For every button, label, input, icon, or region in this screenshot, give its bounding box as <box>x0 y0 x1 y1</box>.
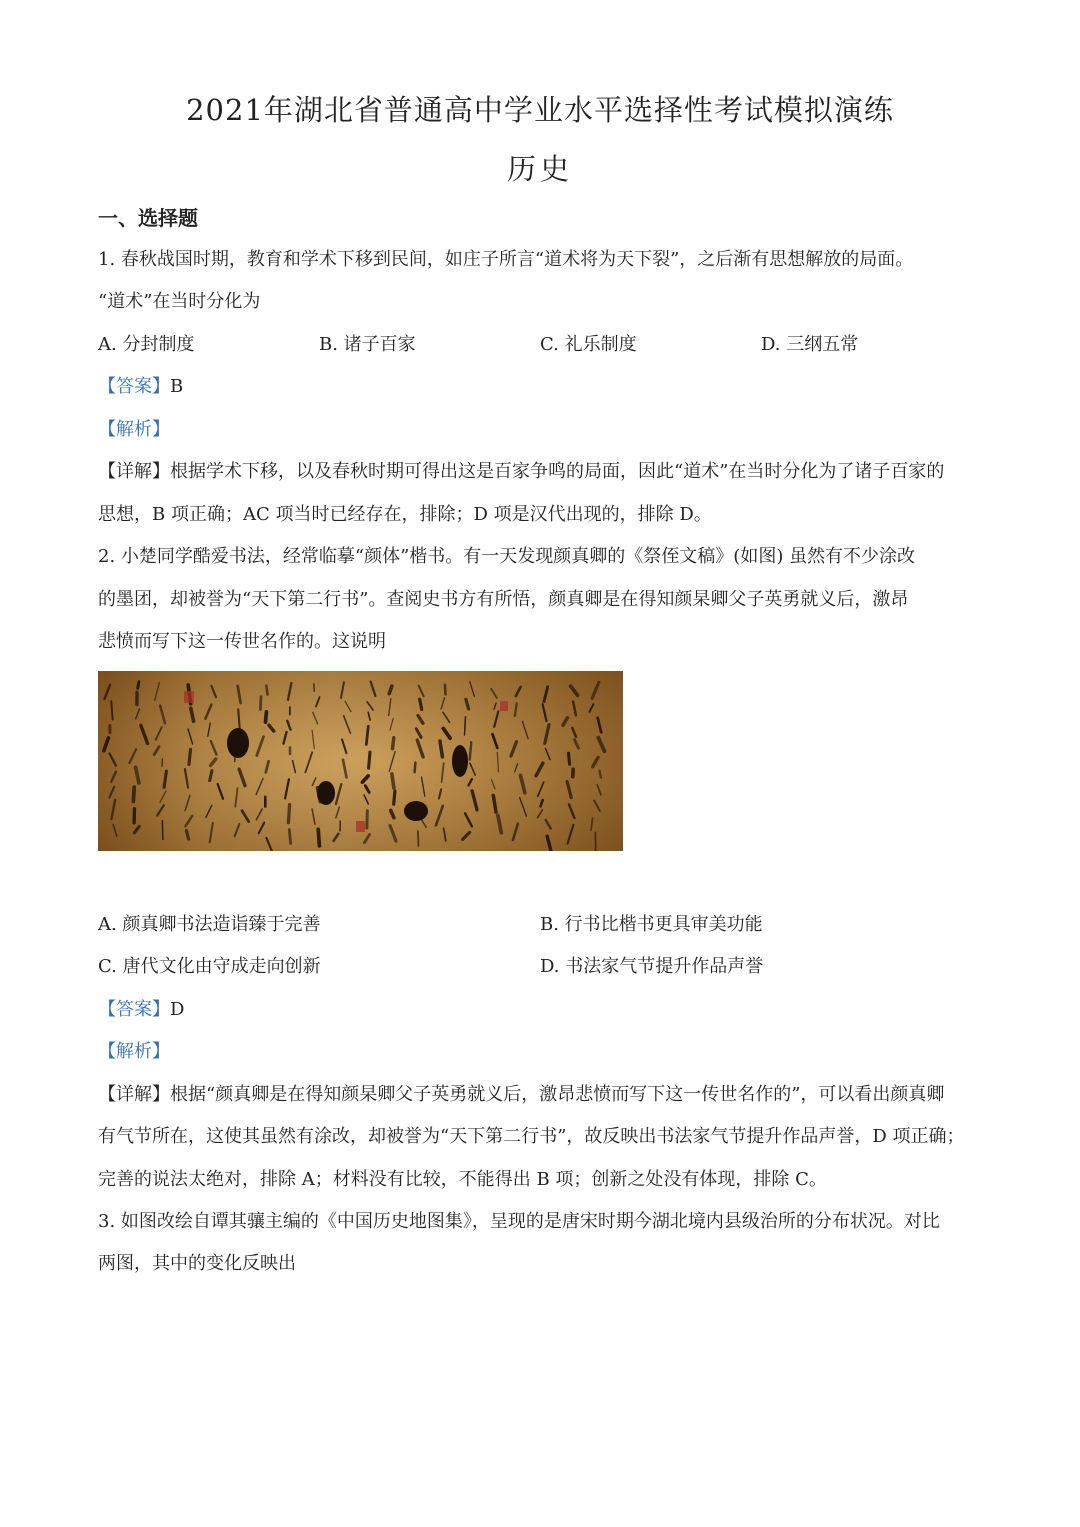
section-heading: 一、选择题 <box>98 206 198 230</box>
q1-option-c: C. 礼乐制度 <box>540 334 637 355</box>
q2-option-c: C. 唐代文化由守成走向创新 <box>98 956 321 977</box>
exam-title: 2021年湖北省普通高中学业水平选择性考试模拟演练 <box>186 93 894 127</box>
q1-answer <box>98 375 988 399</box>
q2-answer <box>98 998 988 1022</box>
q1-analysis-label: 【解析】 <box>98 419 170 440</box>
q2-stem-line-3: 悲愤而写下这一传世名作的。这说明 <box>98 631 386 652</box>
q1-option-d: D. 三纲五常 <box>761 334 859 355</box>
q1-option-a: A. 分封制度 <box>98 334 195 355</box>
q1-detail-line-1: 【详解】根据学术下移，以及春秋时期可得出这是百家争鸣的局面，因此“道术”在当时分化为了诸子百家的 <box>98 461 945 482</box>
q2-answer-value: D <box>170 999 185 1020</box>
q2-option-d: D. 书法家气节提升作品声誉 <box>540 956 764 977</box>
q2-answer-label: 【答案】 <box>98 999 170 1020</box>
q1-detail-line-2: 思想，B 项正确；AC 项当时已经存在，排除；D 项是汉代出现的，排除 D。 <box>98 504 712 525</box>
calligraphy-strokes-icon <box>98 671 623 851</box>
q2-detail-line-2: 有气节所在，这使其虽然有涂改，却被誉为“天下第二行书”，故反映出书法家气节提升作品声誉，D 项正确； <box>98 1126 965 1147</box>
q2-detail-line-3: 完善的说法太绝对，排除 A；材料没有比较，不能得出 B 项；创新之处没有体现，排除 C。 <box>98 1169 827 1190</box>
exam-subject: 历史 <box>506 152 573 186</box>
q1-answer-value: B <box>170 376 184 397</box>
q3-stem-line-2: 两图，其中的变化反映出 <box>98 1253 296 1274</box>
q2-option-a: A. 颜真卿书法造诣臻于完善 <box>98 914 321 935</box>
q1-option-b: B. 诸子百家 <box>319 334 416 355</box>
q1-stem-line-2: “道术”在当时分化为 <box>98 291 261 312</box>
q1-stem-line-1: 1. 春秋战国时期，教育和学术下移到民间，如庄子所言“道术将为天下裂”，之后渐有思想解放的局面。 <box>98 249 914 270</box>
q2-stem-line-1: 2. 小楚同学酷爱书法，经常临摹“颜体”楷书。有一天发现颜真卿的《祭侄文稿》(如图) 虽然有不少涂改 <box>98 546 916 567</box>
calligraphy-manuscript-image <box>98 671 623 851</box>
q2-option-b: B. 行书比楷书更具审美功能 <box>540 914 763 935</box>
q2-detail-line-1: 【详解】根据“颜真卿是在得知颜杲卿父子英勇就义后，激昂悲愤而写下这一传世名作的”，可以看出颜真卿 <box>98 1084 945 1105</box>
q1-answer-label: 【答案】 <box>98 376 170 397</box>
q2-analysis-label: 【解析】 <box>98 1041 170 1062</box>
q3-stem-line-1: 3. 如图改绘自谭其骧主编的《中国历史地图集》，呈现的是唐宋时期今湖北境内县级治所的分布状况。对比 <box>98 1211 940 1232</box>
q2-stem-line-2: 的墨团，却被誉为“天下第二行书”。查阅史书方有所悟，颜真卿是在得知颜杲卿父子英勇就义后，激昂 <box>98 589 909 610</box>
